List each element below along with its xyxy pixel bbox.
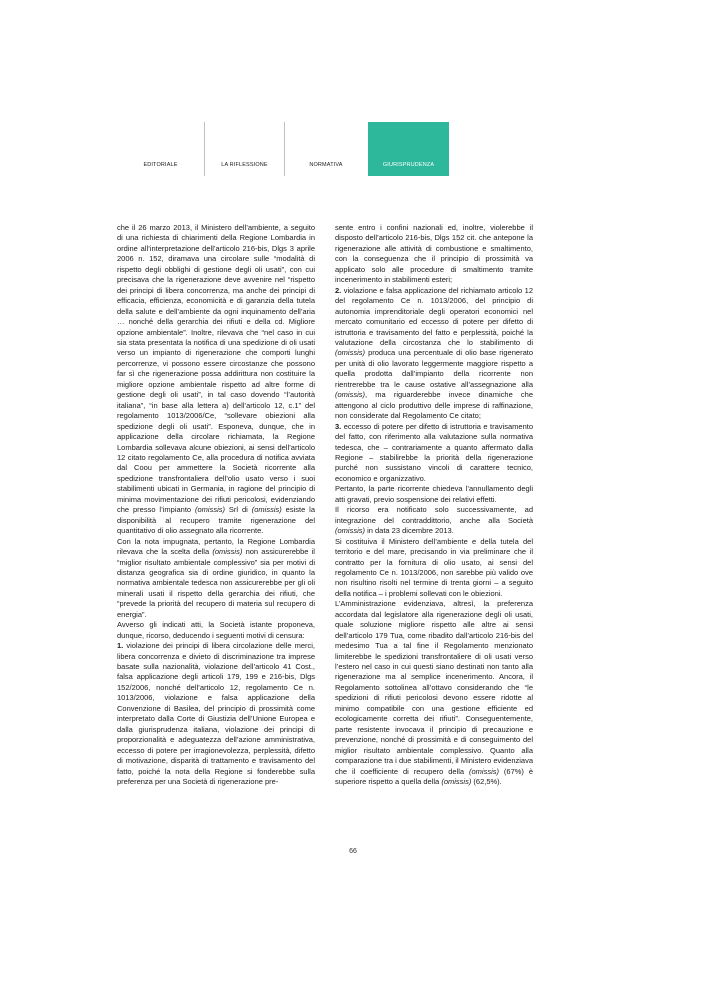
section-navigation <box>117 122 532 176</box>
tab-label: EDITORIALE <box>143 162 178 168</box>
paragraph: Avverso gli indicati atti, la Società istante proponeva, dunque, ricorso, deducendo i seguenti motivi di censura: <box>117 620 315 640</box>
tab-editoriale[interactable] <box>117 122 204 176</box>
paragraph: Con la nota impugnata, pertanto, la Regione Lombardia rilevava che la scelta della (omissis) non assicurerebbe il “miglior risultato ambientale complessivo” sia per motivi di distanza geografica sia di ordine giuridico, in quanto la normativa ambientale tedesca non assicurerebbe per gli oli minerali usati il rispetto della gerarchia dei rifiuti, che “prevede la priorità del recupero di materia sul recupero di energia”. <box>117 536 315 619</box>
paragraph: Si costituiva il Ministero dell’ambiente e della tutela del territorio e del mare, precisando in via preliminare che il contratto per la fornitura di olio usato, ai sensi del regolamento Ce n. 1013/2006, non sarebbe più valido ove non risultino risolti nel termine di trenta giorni – a seguito della notifica – i problemi sollevati con le obiezioni. <box>335 536 533 598</box>
paragraph: sente entro i confini nazionali ed, inoltre, violerebbe il disposto dell’articolo 216-bis, Dlgs 152 cit. che antepone la rigenerazione alle attività di combustione e smaltimento, con la conseguenza che il principio di prossimità va applicato solo alle procedure di smaltimento tramite incenerimento in stabilimenti esteri; <box>335 223 533 285</box>
right-text-column <box>335 223 533 787</box>
paragraph: 3. eccesso di potere per difetto di istruttoria e travisamento del fatto, con riferimento alla valutazione sulla normativa tedesca, che – contrariamente a quanto affermato dalla Regione – stabilirebbe la priorità della rigenerazione purché non sussistano vincoli di carattere tecnico, economico e organizzativo. <box>335 421 533 483</box>
paragraph: 1. violazione dei principi di libera circolazione delle merci, libera concorrenza e divieto di discriminazione tra imprese basate sulla nazionalità, violazione dell’articolo 41 Cost., falsa applicazione degli articoli 179, 199 e 216-bis, Dlgs 152/2006, nonché dell’articolo 12, regolamento Ce n. 1013/2006, violazione e falsa applicazione della Convenzione di Basilea, del principio di prossimità come interpretato dalla Corte di Giustizia dell’Unione Europea e dalla giurisprudenza italiana, violazione dei principi di proporzionalità e adeguatezza dell’azione amministrativa, eccesso di potere per irragionevolezza, perplessità, difetto di motivazione, disparità di trattamento e travisamento del fatto, poiché la nota della Regione si fonderebbe sulla preferenza per una Società di rigenerazione pre- <box>117 641 315 787</box>
paragraph: 2. violazione e falsa applicazione del richiamato articolo 12 del regolamento Ce n. 1013/2006, del principio di autonomia imprenditoriale degli operatori economici nel mercato comunitario ed eccesso di potere per difetto di istruttoria e travisamento del fatto e perplessità, poiché la valutazione della circostanza che lo stabilimento di (omissis) produca una percentuale di olio base rigenerato per unità di olio lavorato leggermente maggiore rispetto a quella prodotta dall’impianto della ricorrente non rientrerebbe tra le cause ostative all’assegnazione alla (omissis), ma riguarderebbe invece dinamiche che attengono al ciclo produttivo delle imprese di raffinazione, non considerate dal Regolamento Ce citato; <box>335 285 533 421</box>
tab-label: NORMATIVA <box>309 162 343 168</box>
tab-label: LA RIFLESSIONE <box>221 162 268 168</box>
paragraph: Il ricorso era notificato solo successivamente, ad integrazione del contraddittorio, anche alla Società (omissis) in data 23 dicembre 2013. <box>335 505 533 536</box>
page-number: 66 <box>349 848 357 855</box>
tab-label: GIURISPRUDENZA <box>382 162 435 168</box>
tab-la-riflessione[interactable] <box>204 122 284 176</box>
tab-normativa[interactable] <box>284 122 367 176</box>
left-text-column <box>117 223 315 787</box>
paragraph: che il 26 marzo 2013, il Ministero dell’ambiente, a seguito di una richiesta di chiarimenti della Regione Lombardia in ordine all’interpretazione dell’articolo 216-bis, Dlgs 3 aprile 2006 n. 152, diramava una circolare sulle “modalità di rispetto degli obblighi di gestione degli oli usati”, con cui precisava che la rigenerazione deve avvenire nel “rispetto dei principi di libera concorrenza, ma anche dei principi di efficacia, efficienza, economicità e di garanzia della tutela della salute e dell’ambiente da ogni inquinamento dell’aria … nonché della gerarchia dei rifiuti e della cd. Migliore opzione ambientale”. Inoltre, rilevava che “nel caso in cui sia stata presentata la notifica di una spedizione di oli usati verso un impianto di rigenerazione che comporti lunghi percorrenze, vi possono essere circostanze che possono far sì che rigenerazione possa addirittura non costituire la migliore opzione ambientale rispetto ad altre forme di gestione degli oli usati”, in tal caso dovendo “l’autorità italiana”, “in base alla lettera a) dell’articolo 12, c.1” del regolamento 1013/2006/Ce, “sollevare obiezioni alla spedizione degli oli usati”. Esponeva, dunque, che in applicazione della circolare richiamata, la Regione Lombardia sollevava alcune obiezioni, ai sensi dell’articolo 12 citato regolamento Ce, alla procedura di notifica avviata dal Coou per ammettere la Società ricorrente alla spedizione transfrontaliera dell’olio usato verso i suoi stabilimenti ubicati in Germania, in ragione del principio di minima movimentazione dei rifiuti pericolosi, evidenziando che presso l’impianto (omissis) Srl di (omissis) esiste la disponibilità al recupero tramite rigenerazione del quantitativo di olio assegnato alla ricorrente. <box>117 223 315 536</box>
paragraph: Pertanto, la parte ricorrente chiedeva l’annullamento degli atti gravati, previo sospensione dei relativi effetti. <box>335 484 533 504</box>
tab-giurisprudenza[interactable] <box>368 122 449 176</box>
paragraph: L’Amministrazione evidenziava, altresì, la preferenza accordata dal legislatore alla rigenerazione degli oli usati, quale soluzione migliore rispetto alle altre ai sensi dell’articolo 179 Tua, come ribadito dall’articolo 216-bis del medesimo Tua a tal fine il Regolamento menzionato limiterebbe le spedizioni transfrontaliere di oli usati verso l’estero nel caso in cui questi siano destinati non tanto alla rigenerazione ma al semplice incenerimento. Ancora, il Regolamento sottolinea all’ottavo considerando che “le spedizioni di rifiuti pericolosi devono essere ridotte al minimo compatibile con una gestione efficiente ed ecologicamente corretta dei rifiuti”. Conseguentemente, parte resistente invocava il principio di precauzione e prevenzione, nonché di prossimità e di conseguimento del miglior risultato ambientale complessivo. Quanto alla comparazione tra i due stabilimenti, il Ministero evidenziava che il coefficiente di recupero della (omissis) (67%) è superiore rispetto a quella della (omissis) (62,5%). <box>335 599 533 787</box>
